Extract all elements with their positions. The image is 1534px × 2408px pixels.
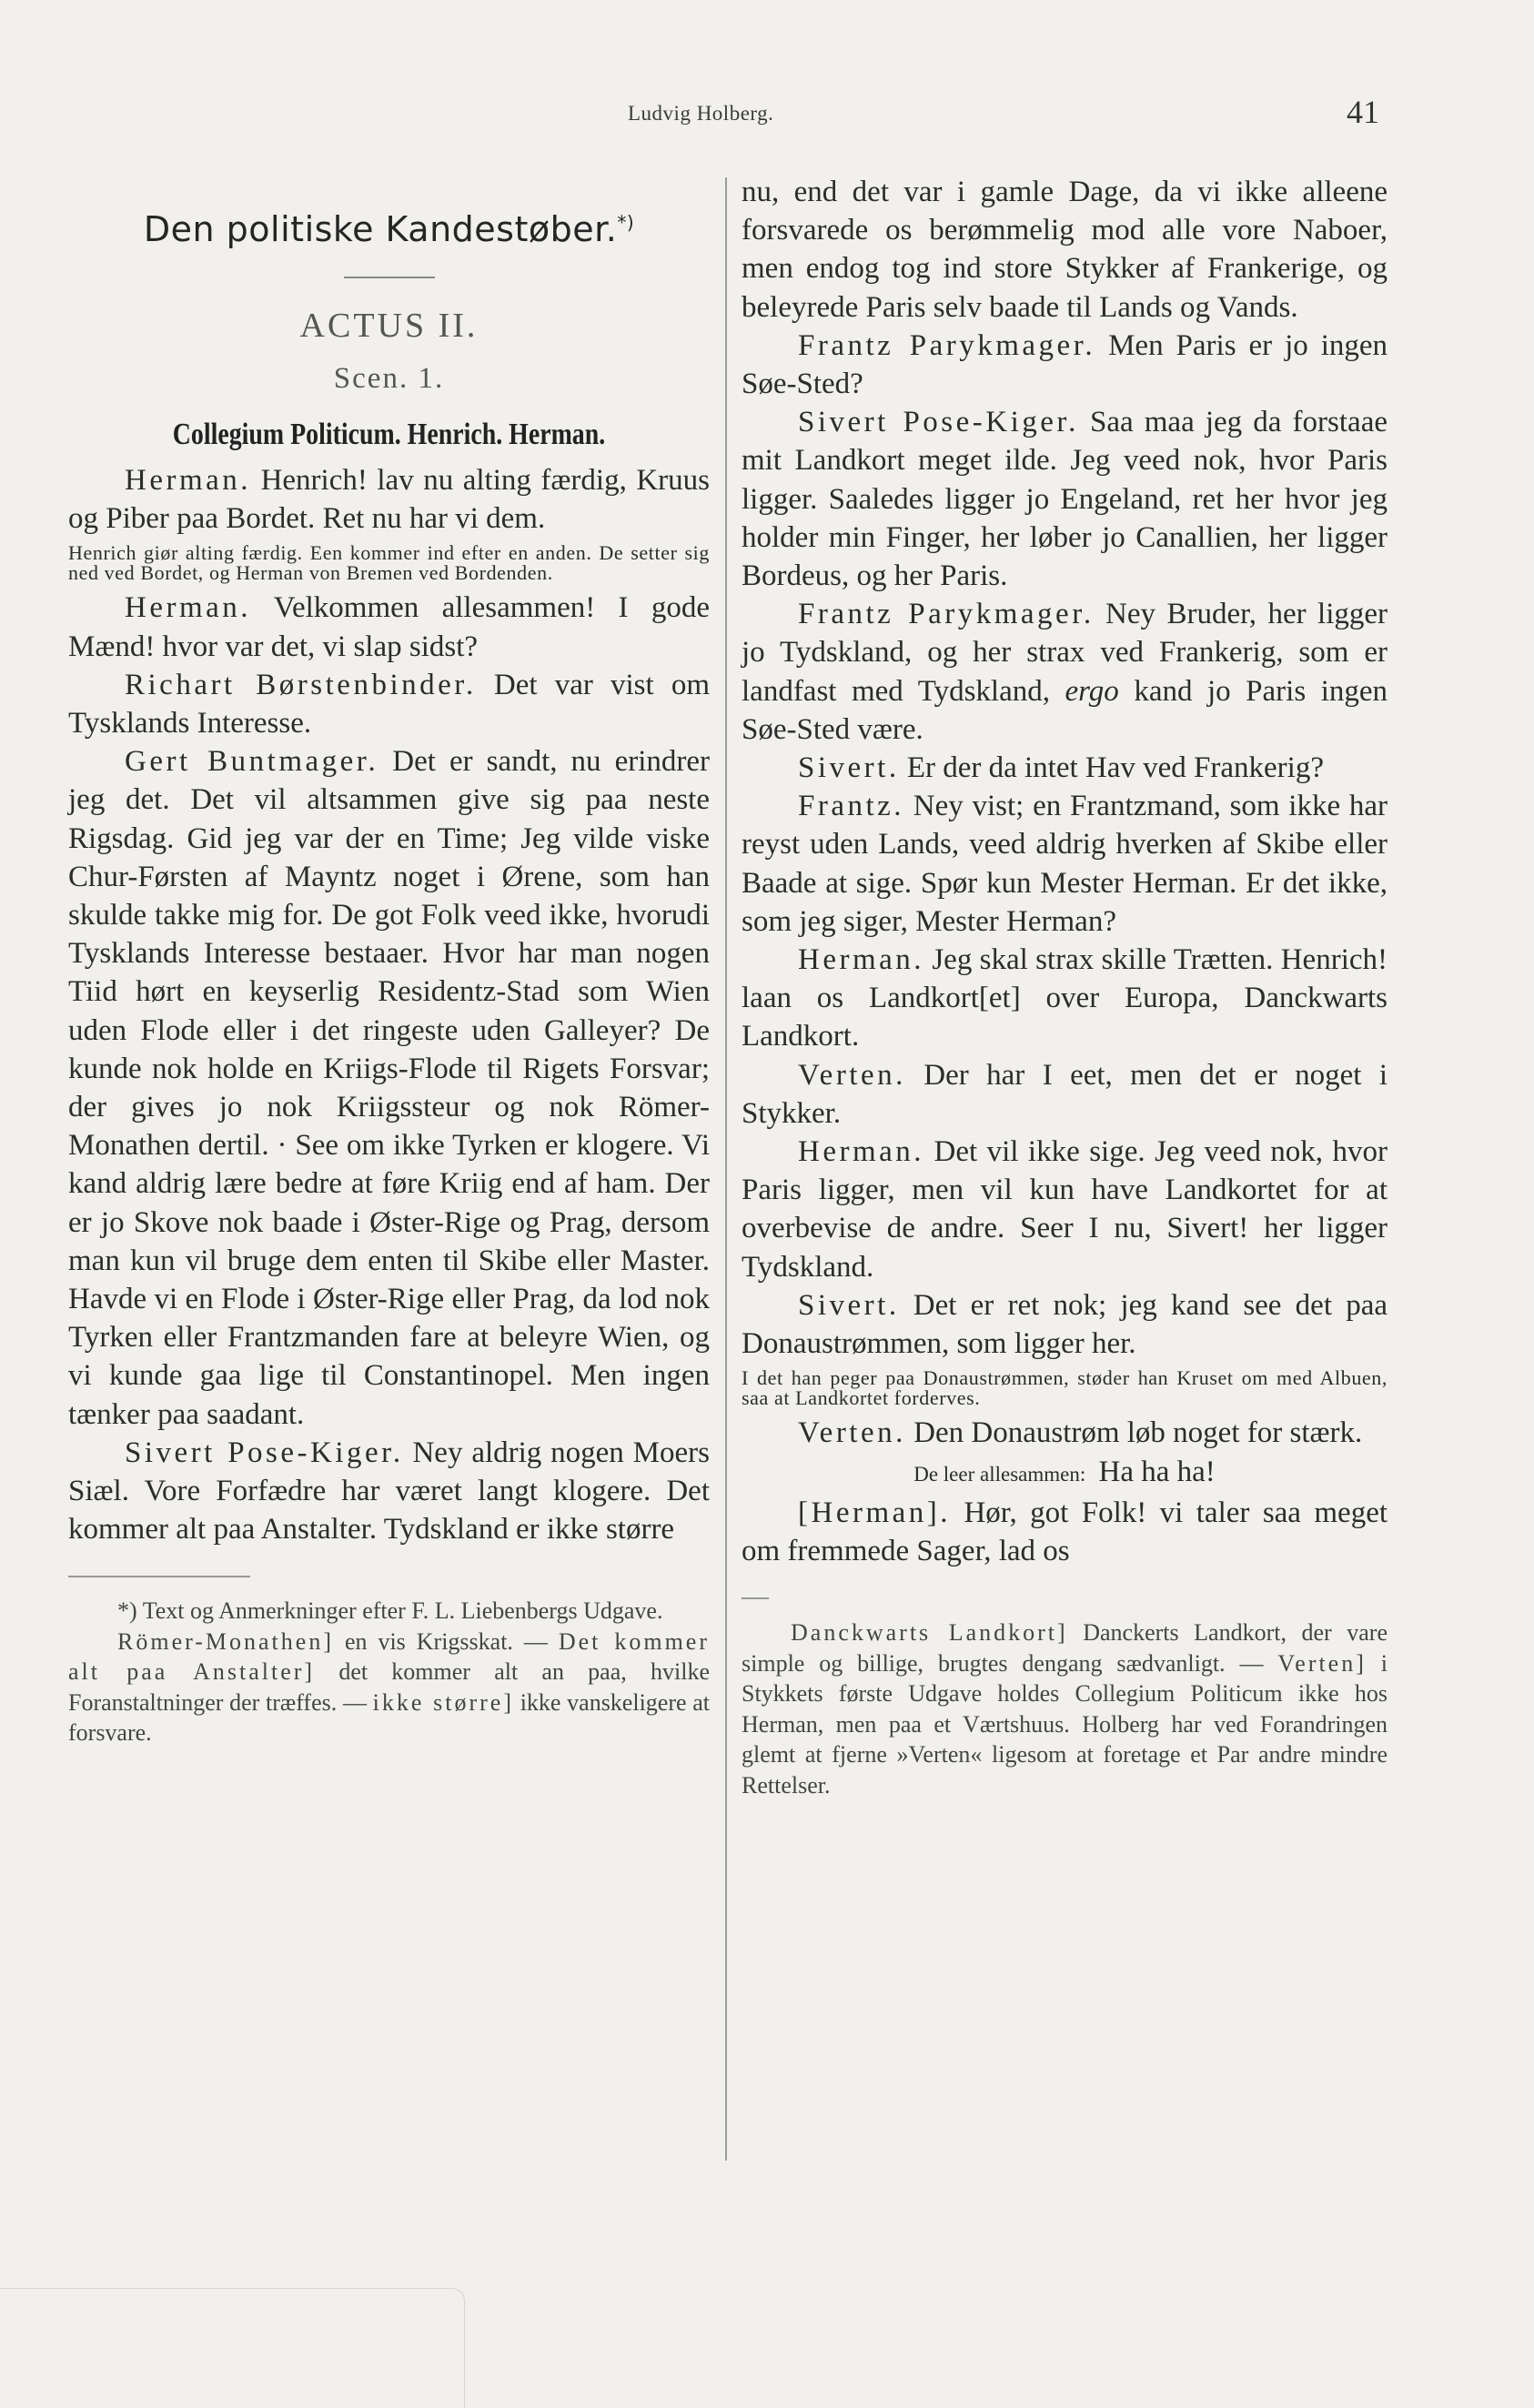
play-title-text: Den politiske Kandestøber. bbox=[143, 209, 618, 249]
speech-text: Ney aldrig nogen Moers Siæl. Vore Forfædre har været langt klogere. Det kommer alt paa Anstalter. Tydskland er ikke større bbox=[68, 1436, 710, 1547]
footnote: *) Text og Anmerkninger efter F. L. Liebenbergs Udgave. bbox=[117, 1597, 663, 1625]
footnote-text: ikke vanskeligere at forsvare. bbox=[68, 1688, 711, 1747]
speech-herman bbox=[742, 1133, 1388, 1286]
speech-text: Hør, got Folk! vi taler saa meget om fremmede Sager, lad os bbox=[742, 1496, 1388, 1567]
speech-sivert bbox=[742, 403, 1388, 595]
scene-heading: Scen. 1. bbox=[333, 362, 445, 395]
speaker-name: Frantz. bbox=[798, 790, 905, 823]
stage-laughter bbox=[742, 1453, 1388, 1494]
title-footnote-marker: *) bbox=[617, 211, 635, 234]
speech-verten bbox=[742, 1414, 1388, 1452]
right-column bbox=[742, 173, 1388, 1800]
title-rule bbox=[344, 277, 435, 278]
speech-text: Ha ha ha! bbox=[1098, 1455, 1216, 1488]
speaker-name: Verten. bbox=[798, 1416, 906, 1450]
left-column bbox=[68, 173, 710, 1748]
speech-verten bbox=[742, 1056, 1388, 1133]
scene-cast: Collegium Politicum. Henrich. Herman. bbox=[172, 418, 606, 451]
running-head: Ludvig Holberg. bbox=[628, 102, 774, 125]
speaker-name: Frantz Parykmager. bbox=[798, 598, 1095, 631]
speech-gert bbox=[68, 742, 710, 1434]
speech-text: kand jo Paris ingen Søe-Sted være. bbox=[742, 674, 1388, 746]
speech-sivert bbox=[68, 1434, 710, 1549]
footnote-text: Danckerts Landkort, der vare simple og billige, brugtes dengang sædvanligt. — bbox=[742, 1619, 1388, 1677]
speech-text: Henrich! lav nu alting færdig, Kruus og Piber paa Bordet. Ret nu har vi dem. bbox=[68, 464, 711, 536]
footnote-term: Danckwarts Landkort] bbox=[791, 1619, 1068, 1647]
page-number: 41 bbox=[1347, 94, 1379, 130]
speech-text: Ney Bruder, her ligger jo Tydskland, og her strax ved Frankerig, som er landfast med Tydskland, bbox=[742, 598, 1388, 708]
speech-continuation: nu, end det var i gamle Dage, da vi ikke alleene forsvarede os berømmelig mod alle vore Naboer, men endog tog ind store Stykker af Frankerige, og beleyrede Paris selv baade til Lands og Vands. bbox=[742, 176, 1388, 324]
speaker-name: Frantz Parykmager. bbox=[798, 328, 1096, 362]
speech-herman bbox=[742, 1494, 1388, 1570]
footnote-term: ikke større] bbox=[372, 1688, 514, 1716]
footnote-rule bbox=[742, 1597, 769, 1599]
speech-text: Ney vist; en Frantzmand, som ikke har reyst uden Lands, veed aldrig hverken af Skibe eller Baade at sige. Spør kun Mester Herman. Er det ikke, som jeg siger, Mester Herman? bbox=[742, 790, 1388, 938]
footnote-text: det kommer alt an paa, hvilke Foranstaltninger der træffes. — bbox=[68, 1658, 710, 1716]
speech-sivert bbox=[742, 749, 1388, 787]
speech-text: Det er ret nok; jeg kand see det paa Donaustrømmen, som ligger her. bbox=[742, 1288, 1388, 1361]
column-divider bbox=[725, 177, 727, 2161]
speech-herman bbox=[742, 941, 1388, 1056]
speech-herman bbox=[68, 461, 710, 538]
act-heading: ACTUS II. bbox=[299, 307, 479, 345]
footnote bbox=[68, 1627, 710, 1748]
speaker-name: [Herman]. bbox=[798, 1496, 952, 1529]
stage-direction: De leer allesammen: bbox=[913, 1462, 1086, 1486]
speaker-name: Sivert Pose-Kiger. bbox=[798, 406, 1079, 439]
speech-text: Saa maa jeg da forstaae mit Landkort meget ilde. Jeg veed nok, hvor Paris ligger. Saaledes ligger jo Engeland, ret her hvor jeg holder min Finger, her løber jo Canallien, her ligger Bordeus, og her Paris. bbox=[742, 406, 1388, 593]
speech-text: Men Paris er jo ingen Søe-Sted? bbox=[742, 328, 1388, 401]
speaker-name: Richart Børstenbinder. bbox=[125, 668, 477, 701]
paper-crease bbox=[0, 2288, 465, 2408]
speaker-name: Herman. bbox=[125, 464, 252, 497]
footnote-rule bbox=[68, 1576, 250, 1577]
footnote bbox=[742, 1617, 1388, 1800]
speech-frantz bbox=[742, 327, 1388, 403]
speech-herman bbox=[68, 589, 710, 665]
speaker-name: Verten. bbox=[798, 1058, 906, 1092]
footnote-text: en vis Krigsskat. — bbox=[344, 1627, 548, 1655]
speech-text: Der har I eet, men det er noget i Stykker. bbox=[742, 1058, 1388, 1130]
speaker-name: Herman. bbox=[798, 1135, 925, 1169]
speech-text: Det var vist om Tysklands Interesse. bbox=[68, 668, 711, 741]
speech-frantz bbox=[742, 595, 1388, 749]
stage-direction: I det han peger paa Donaustrømmen, støder han Kruset om med Albuen, saa at Landkortet forderves. bbox=[742, 1366, 1388, 1410]
footnote-term: Verten] bbox=[1277, 1649, 1367, 1677]
speaker-name: Herman. bbox=[125, 591, 252, 625]
footnote-text: i Stykkets første Udgave holdes Collegium Politicum ikke hos Herman, men paa et Værtshuus. Holberg har ved Forandringen glemt at fjerne »Verten« ligesom at foretage et Par andre mindre Rettelser. bbox=[742, 1649, 1388, 1798]
speech-frantz bbox=[742, 787, 1388, 941]
speaker-name: Sivert Pose-Kiger. bbox=[125, 1436, 404, 1469]
latin-word: ergo bbox=[1065, 674, 1119, 708]
speech-richart bbox=[68, 666, 710, 742]
footnote-term: Det kommer alt paa Anstalter] bbox=[68, 1627, 711, 1686]
stage-direction: Henrich giør alting færdig. Een kommer ind efter en anden. De setter sig ned ved Bordet, og Herman von Bremen ved Bordenden. bbox=[68, 541, 710, 585]
speech-text: Den Donaustrøm løb noget for stærk. bbox=[913, 1416, 1363, 1450]
speech-text: Det er sandt, nu erindrer jeg det. Det vil altsammen give sig paa neste Rigsdag. Gid jeg var der en Time; Jeg vilde viske Chur-Førsten af Mayntz noget i Ørene, som han skulde takke mig for. De got Folk veed ikke, hvorudi Tysklands Interesse bestaaer. Hvor har man nogen Tiid hørt en keyserlig Residentz-Stad som Wien uden Flode eller i det ringeste uden Galleyer? De kunde nok holde en Kriigs-Flode til Rigets Forsvar; der gives jo nok Kriigssteur og nok Römer-Monathen dertil. · See om ikke Tyrken er klogere. Vi kand aldrig lære bedre at føre Kriig end af ham. Der er jo Skove nok baade i Øster-Rige og Prag, dersom man kun vil bruge dem enten til Skibe eller Master. Havde vi en Flode i Øster-Rige eller Prag, da lod nok Tyrken eller Frantzmanden fare at beleyre Wien, og vi kunde gaa lige til Constantinopel. Men ingen tænker paa saadant. bbox=[68, 745, 711, 1431]
speech-text: Det vil ikke sige. Jeg veed nok, hvor Paris ligger, men vil kun have Landkortet for at overbevise de andre. Seer I nu, Sivert! her ligger Tydskland. bbox=[742, 1135, 1388, 1284]
footnote-term: Römer-Monathen] bbox=[117, 1627, 334, 1655]
speaker-name: Gert Buntmager. bbox=[125, 745, 379, 779]
speech-text: Jeg skal strax skille Trætten. Henrich! laan os Landkort[et] over Europa, Danckwarts Landkort. bbox=[742, 943, 1388, 1053]
speech-text: Er der da intet Hav ved Frankerig? bbox=[906, 751, 1324, 785]
speaker-name: Sivert. bbox=[798, 1288, 900, 1322]
speech-text: Velkommen allesammen! I gode Mænd! hvor var det, vi slap sidst? bbox=[68, 591, 711, 663]
speaker-name: Herman. bbox=[798, 943, 925, 977]
page-header bbox=[0, 91, 1534, 136]
speech-sivert bbox=[742, 1286, 1388, 1363]
play-title bbox=[68, 209, 710, 249]
speaker-name: Sivert. bbox=[798, 751, 900, 785]
